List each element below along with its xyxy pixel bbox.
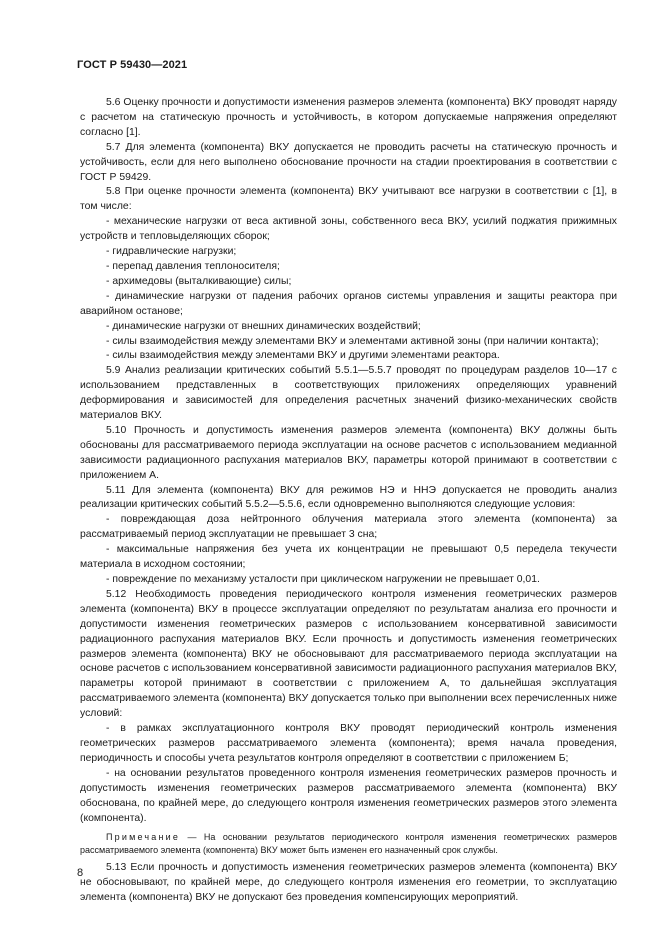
paragraph: 5.12 Необходимость проведения периодического контроля изменения геометрических размеров элемента (компонента) ВКУ в процессе эксплуатации определяют по результатам анализа его прочности и допустимости изменения геометрических размеров с использованием консервативной зависимости радиационного распухания материалов ВКУ. Если прочность и допустимость изменения геометрических размеров элемента (компонента) ВКУ не обосновывают для рассматриваемого периода эксплуатации на основе расчетов с использованием консервативной зависимости радиационного распухания материалов ВКУ, параметры которой принимают в соответствии с приложением А, то дальнейшая эксплуатация рассматриваемого элемента (компонента) ВКУ допускается только при выполнении всех перечисленных ниже условий:: [80, 588, 617, 720]
document-body: [80, 96, 617, 906]
list-item: - повреждение по механизму усталости при циклическом нагружении не превышает 0,01.: [106, 574, 540, 585]
list-item: - силы взаимодействия между элементами ВКУ и элементами активной зоны (при наличии контакта);: [106, 335, 599, 347]
list-item: - гидравлические нагрузки;: [106, 246, 237, 258]
note: [80, 831, 617, 856]
list-item: - максимальные напряжения без учета их концентрации не превышают 0,5 передела текучести материала в исходном состоянии;: [80, 544, 617, 571]
paragraph: 5.13 Если прочность и допустимость изменения геометрических размеров элемента (компонента) ВКУ не обосновывают, по крайней мере, до следующего контроля изменения его геометрии, то эксплуатацию элемента (компонента) ВКУ не допускают без проведения компенсирующих мероприятий.: [80, 862, 617, 904]
paragraph: 5.11 Для элемента (компонента) ВКУ для режимов НЭ и ННЭ допускается не проводить анализ реализации критических событий 5.5.2—5.5.6, если одновременно выполняются следующие условия:: [80, 484, 617, 511]
list-item: - силы взаимодействия между элементами ВКУ и другими элементами реактора.: [106, 350, 500, 362]
list-item: - на основании результатов проведенного контроля изменения геометрических размеров прочность и допустимость изменения геометрических размеров рассматриваемого элемента (компонента) ВКУ обоснована, по крайней мере, до следующего контроля изменения геометрических размеров этого элемента (компонента).: [80, 767, 617, 824]
list-item: - механические нагрузки от веса активной зоны, собственного веса ВКУ, усилий поджатия прижимных устройств и тепловыделяющих сборок;: [80, 216, 617, 243]
paragraph: 5.10 Прочность и допустимость изменения размеров элемента (компонента) ВКУ должны быть обоснованы для рассматриваемого периода эксплуатации на основе расчетов с использованием медианной зависимости радиационного распухания материалов ВКУ, параметры которой принимают в соответствии с приложением А.: [80, 424, 617, 481]
page-number: 8: [77, 867, 84, 879]
paragraph: 5.9 Анализ реализации критических событий 5.5.1—5.5.7 проводят по процедурам разделов 10—17 с использованием представленных в соответствующих приложениях определяющих уравнений деформирования и зависимостей для определения расчетных значений физико-механических свойств материалов ВКУ.: [80, 365, 617, 422]
list-item: - динамические нагрузки от внешних динамических воздействий;: [106, 320, 421, 332]
list-item: - повреждающая доза нейтронного облучения материала этого элемента (компонента) за рассматриваемый период эксплуатации не превышает 3 сна;: [80, 514, 617, 541]
list-item: - динамические нагрузки от падения рабочих органов системы управления и защиты реактора при аварийном останове;: [80, 290, 617, 317]
list-item: - архимедовы (выталкивающие) силы;: [106, 275, 292, 287]
list-item: - в рамках эксплуатационного контроля ВКУ проводят периодический контроль изменения геометрических размеров рассматриваемого элемента (компонента); время начала проведения, периодичность и способы учета результатов контроля определяют в соответствии с приложением Б;: [80, 723, 617, 764]
note-text: — На основании результатов периодического контроля изменения геометрических размеров рассматриваемого элемента (компонента) ВКУ может быть изменен его назначенный срок службы.: [80, 832, 617, 855]
paragraph: 5.6 Оценку прочности и допустимости изменения размеров элемента (компонента) ВКУ проводят наряду с расчетом на статическую прочность и устойчивость, в котором допускаемые напряжения определяют согласно [1].: [80, 97, 617, 138]
paragraph: 5.8 При оценке прочности элемента (компонента) ВКУ учитывают все нагрузки в соответствии с [1], в том числе:: [80, 186, 617, 213]
paragraph: 5.7 Для элемента (компонента) ВКУ допускается не проводить расчеты на статическую прочность и устойчивость, если для него выполнено обоснование прочности на стадии проектирования в соответствии с ГОСТ Р 59429.: [80, 141, 617, 183]
document-header: ГОСТ Р 59430—2021: [77, 59, 188, 71]
list-item: - перепад давления теплоносителя;: [106, 260, 280, 272]
note-label: Примечание: [106, 832, 181, 843]
